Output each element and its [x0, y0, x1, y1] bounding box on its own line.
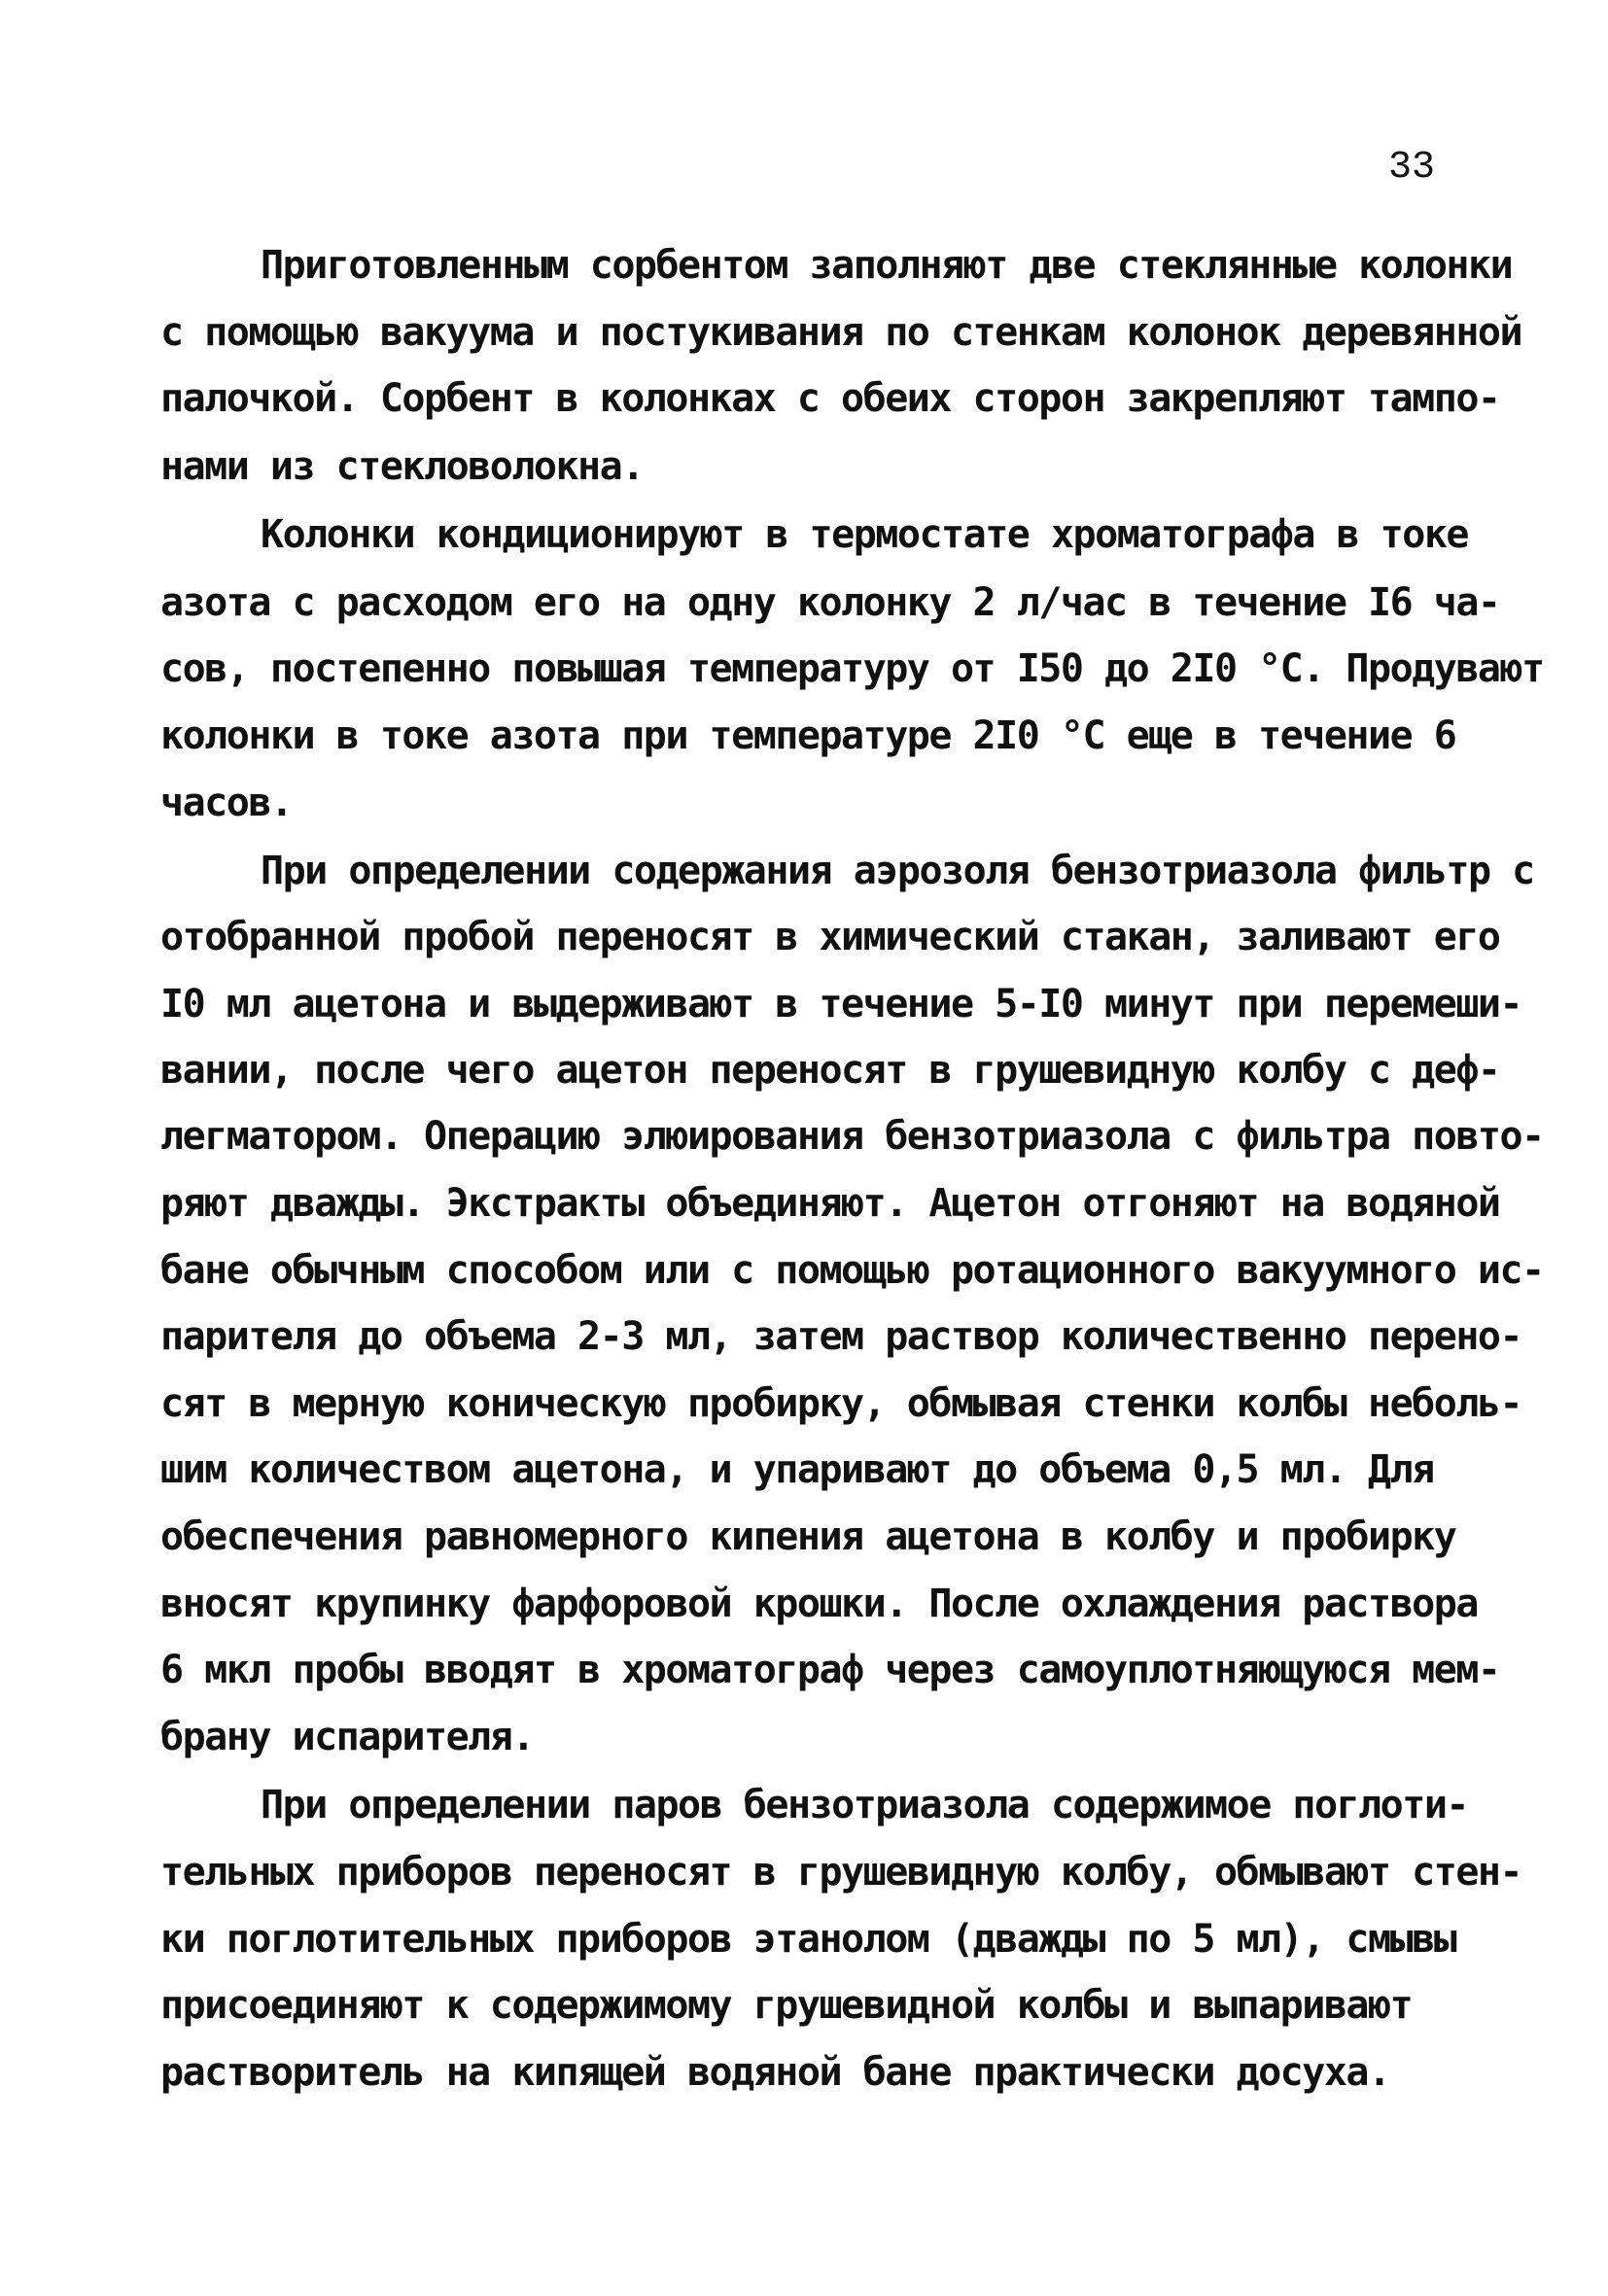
paragraph-4-line-3: ки поглотительных приборов этанолом (дважды по 5 мл), смывы: [160, 1917, 1456, 1962]
paragraph-4-line-2: тельных приборов переносят в грушевидную колбу, обмывают стен-: [160, 1850, 1522, 1895]
paragraph-1-line-4: нами из стекловолокна.: [160, 444, 644, 489]
paragraph-2-line-2: азота с расходом его на одну колонку 2 л/час в течение I6 ча-: [160, 580, 1500, 625]
paragraph-4-line-4: присоединяют к содержимому грушевидной колбы и выпаривают: [160, 1983, 1413, 2028]
paragraph-2-line-1: Колонки кондиционируют в термостате хроматографа в токе: [261, 512, 1469, 557]
paragraph-1-line-3: палочкой. Сорбент в колонках с обеих сторон закрепляют тампо-: [160, 376, 1500, 421]
paragraph-3-line-13: 6 мкл пробы вводят в хроматограф через самоуплотняющуюся мем-: [160, 1648, 1500, 1692]
paragraph-3-line-3: I0 мл ацетона и выдерживают в течение 5-I0 минут при перемеши-: [160, 982, 1522, 1026]
paragraph-3-line-7: бане обычным способом или с помощью ротационного вакуумного ис-: [160, 1248, 1544, 1293]
paragraph-3-line-10: шим количеством ацетона, и упаривают до объема 0,5 мл. Для: [160, 1447, 1434, 1492]
paragraph-1-line-1: Приготовленным сорбентом заполняют две стеклянные колонки: [261, 243, 1513, 288]
paragraph-3-line-4: вании, после чего ацетон переносят в грушевидную колбу с деф-: [160, 1048, 1500, 1093]
paragraph-3-line-14: брану испарителя.: [160, 1715, 534, 1759]
paragraph-3-line-2: отобранной пробой переносят в химический стакан, заливают его: [160, 915, 1500, 959]
paragraph-4-line-1: При определении паров бензотриазола содержимое поглоти-: [261, 1783, 1469, 1827]
paragraph-3-line-8: парителя до объема 2-3 мл, затем раствор количественно перено-: [160, 1314, 1522, 1359]
paragraph-2-line-4: колонки в токе азота при температуре 2I0 °C еще в течение 6: [160, 713, 1456, 758]
paragraph-3-line-1: При определении содержания аэрозоля бензотриазола фильтр с: [261, 849, 1534, 893]
paragraph-3-line-5: легматором. Операцию элюирования бензотриазола с фильтра повто-: [160, 1114, 1544, 1159]
paragraph-3-line-9: сят в мерную коническую пробирку, обмывая стенки колбы неболь-: [160, 1381, 1522, 1426]
paragraph-2-line-5: часов.: [160, 781, 293, 825]
paragraph-3-line-11: обеспечения равномерного кипения ацетона в колбу и пробирку: [160, 1514, 1456, 1559]
paragraph-1-line-2: с помощью вакуума и постукивания по стенкам колонок деревянной: [160, 310, 1522, 355]
paragraph-2-line-3: сов, постепенно повышая температуру от I50 до 2I0 °C. Продувают: [160, 646, 1544, 691]
paragraph-3-line-6: ряют дважды. Экстракты объединяют. Ацетон отгоняют на водяной: [160, 1181, 1500, 1226]
paragraph-3-line-12: вносят крупинку фарфоровой крошки. После охлаждения раствора: [160, 1582, 1478, 1626]
page-number: 33: [1387, 146, 1435, 190]
paragraph-4-line-5: растворитель на кипящей водяной бане практически досуха.: [160, 2050, 1390, 2095]
